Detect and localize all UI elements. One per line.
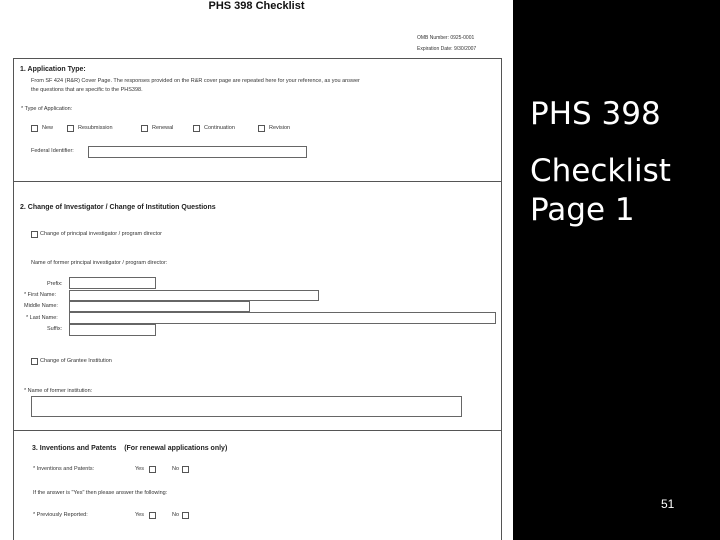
suffix-field[interactable] (69, 324, 156, 336)
first-name-label: * First Name: (24, 292, 57, 298)
change-pi-label: Change of principal investigator / program director (40, 231, 162, 237)
slide-side-panel (513, 0, 720, 540)
previously-reported-label: * Previously Reported: (33, 512, 88, 518)
checkbox-renewal[interactable] (141, 125, 148, 132)
option-resubmission-label: Resubmission (78, 125, 113, 131)
section3-title (32, 445, 227, 452)
expiration-date: Expiration Date: 9/30/2007 (417, 46, 477, 52)
slide-title-line2: Checklist (530, 153, 671, 189)
former-pi-label: Name of former principal investigator / program director: (31, 260, 168, 266)
frame-top (13, 58, 501, 59)
inventions-label: * Inventions and Patents: (33, 466, 95, 472)
section1-desc2: the questions that are specific to the PHS398. (31, 87, 143, 93)
frame-left (13, 58, 14, 540)
checkbox-continuation[interactable] (193, 125, 200, 132)
middle-name-field[interactable] (69, 301, 250, 312)
type-of-application-label: * Type of Application: (21, 106, 73, 112)
prefix-label: Prefix: (47, 281, 63, 287)
frame-right (501, 58, 502, 540)
section3-title-note: (For renewal applications only) (124, 445, 228, 452)
federal-identifier-field[interactable] (88, 146, 307, 158)
reported-no-label: No (172, 512, 180, 518)
checkbox-new[interactable] (31, 125, 38, 132)
section1-desc1: From SF 424 (R&R) Cover Page. The responses provided on the R&R cover page are repeated here for your reference, as you answer (31, 78, 360, 84)
last-name-label: * Last Name: (26, 315, 58, 321)
checkbox-change-pi[interactable] (31, 231, 38, 238)
checkbox-reported-no[interactable] (182, 512, 189, 519)
inventions-yes-label: Yes (135, 466, 144, 472)
slide-page-number: 51 (661, 497, 675, 511)
slide-title-line1: PHS 398 (530, 96, 661, 132)
checkbox-reported-yes[interactable] (149, 512, 156, 519)
last-name-field[interactable] (69, 312, 496, 324)
omb-number: OMB Number: 0925-0001 (417, 35, 475, 41)
former-institution-field[interactable] (31, 396, 462, 417)
checkbox-revision[interactable] (258, 125, 265, 132)
section-divider-2 (13, 430, 501, 431)
inventions-no-label: No (172, 466, 180, 472)
checkbox-resubmission[interactable] (67, 125, 74, 132)
first-name-field[interactable] (69, 290, 319, 301)
section2-title: 2. Change of Investigator / Change of Institution Questions (20, 204, 216, 211)
section3-title-text: 3. Inventions and Patents (32, 445, 117, 452)
change-institution-label: Change of Grantee Institution (40, 358, 112, 364)
section1-title: 1. Application Type: (20, 66, 86, 73)
reported-yes-label: Yes (135, 512, 144, 518)
option-revision-label: Revision (269, 125, 291, 131)
omb-info (417, 33, 476, 55)
suffix-label: Suffix: (47, 326, 63, 332)
checkbox-inventions-no[interactable] (182, 466, 189, 473)
option-renewal-label: Renewal (152, 125, 174, 131)
form-title: PHS 398 Checklist (208, 0, 305, 12)
middle-name-label: Middle Name: (24, 303, 58, 309)
federal-identifier-label: Federal Identifier: (31, 148, 74, 154)
slide-title-line3: Page 1 (530, 192, 635, 228)
section-divider-1 (13, 181, 501, 182)
checkbox-change-institution[interactable] (31, 358, 38, 365)
option-new-label: New (42, 125, 54, 131)
if-yes-instruction: If the answer is "Yes" then please answer the following: (33, 490, 168, 496)
prefix-field[interactable] (69, 277, 156, 289)
option-continuation-label: Continuation (204, 125, 235, 131)
checkbox-inventions-yes[interactable] (149, 466, 156, 473)
former-institution-label: * Name of former institution: (24, 388, 93, 394)
